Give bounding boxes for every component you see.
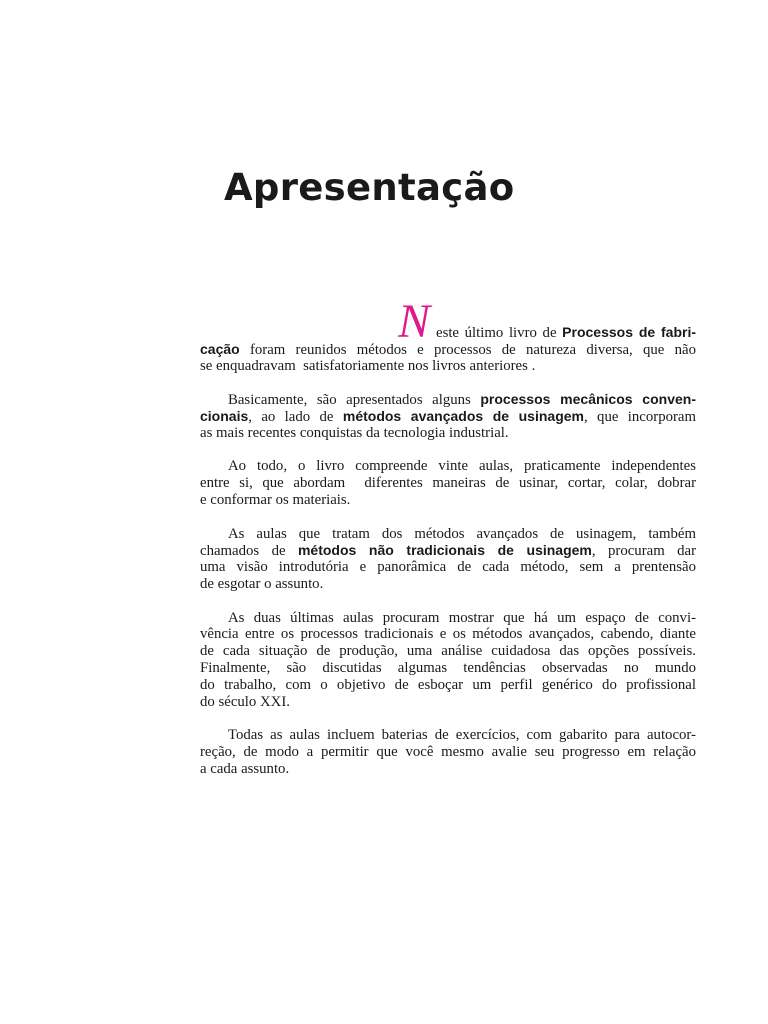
document-body (200, 295, 697, 794)
text-segment: chamados de (200, 543, 298, 560)
paragraph (200, 295, 696, 374)
text-line (200, 727, 696, 744)
text-segment: , que incorporam (583, 408, 697, 425)
text-line (200, 425, 696, 442)
text-segment: este último livro de (436, 325, 563, 341)
text-segment: do século XXI. (200, 693, 290, 710)
text-line (200, 626, 696, 643)
bold-term: cação (200, 340, 240, 357)
text-line (200, 475, 696, 492)
text-line (200, 341, 696, 358)
bold-term: Processos de fabri- (562, 324, 696, 340)
text-segment: as mais recentes conquistas da tecnologia industrial. (200, 424, 509, 441)
text-segment: uma visão introdutória e panorâmica de cada método, sem a prentensão (200, 559, 696, 576)
text-line (200, 458, 696, 475)
text-segment: As duas últimas aulas procuram mostrar que há um espaço de convi- (228, 609, 696, 626)
text-segment: vência entre os processos tradicionais e os métodos avançados, cabendo, diante (200, 626, 696, 643)
paragraph (200, 391, 696, 441)
drop-cap: N (398, 295, 431, 348)
text-segment: foram reunidos métodos e processos de natureza diversa, que não (239, 341, 696, 358)
text-line (200, 408, 696, 425)
paragraph (200, 458, 696, 508)
text-line (200, 542, 696, 559)
text-line (200, 559, 696, 576)
text-segment: entre si, que abordam diferentes maneiras de usinar, cortar, colar, dobrar (200, 475, 696, 492)
text-line (200, 576, 696, 593)
text-segment: de cada situação de produção, uma análise cuidadosa das opções possíveis. (200, 643, 696, 660)
paragraph (200, 727, 696, 777)
text-segment: Finalmente, são discutidas algumas tendências observadas no mundo (200, 659, 696, 676)
text-segment: de esgotar o assunto. (200, 575, 324, 592)
text-segment: e conformar os materiais. (200, 491, 351, 508)
bold-term: métodos avançados de usinagem (342, 407, 584, 424)
text-line (200, 492, 696, 509)
text-line (200, 295, 696, 348)
text-line (200, 643, 696, 660)
text-line (200, 761, 696, 778)
bold-term: métodos não tradicionais de usinagem (297, 542, 592, 559)
text-segment: do trabalho, com o objetivo de esboçar um perfil genérico do profissional (200, 676, 696, 693)
text-line (200, 660, 696, 677)
text-segment: Todas as aulas incluem baterias de exercícios, com gabarito para autocor- (228, 727, 696, 744)
text-line (200, 610, 696, 627)
text-segment: , ao lado de (248, 408, 343, 425)
text-line (200, 744, 696, 761)
text-segment: , procuram dar (591, 543, 697, 560)
text-segment: Ao todo, o livro compreende vinte aulas, praticamente independentes (228, 458, 696, 475)
text-line (200, 358, 696, 375)
bold-term: cionais (200, 407, 249, 424)
text-line (200, 391, 696, 408)
paragraph (200, 526, 696, 593)
text-line (200, 694, 696, 711)
text-segment: reção, de modo a permitir que você mesmo avalie seu progresso em relação (200, 743, 696, 760)
text-segment: se enquadravam satisfatoriamente nos livros anteriores . (200, 357, 536, 374)
text-line (200, 677, 696, 694)
text-segment: a cada assunto. (200, 760, 290, 777)
text-line (200, 526, 696, 543)
text-segment: Basicamente, são apresentados alguns (228, 392, 481, 409)
page-title: Apresentação (224, 166, 515, 209)
text-segment: As aulas que tratam dos métodos avançados de usinagem, também (228, 525, 696, 542)
bold-term: processos mecânicos conven- (480, 391, 696, 408)
paragraph (200, 610, 696, 711)
